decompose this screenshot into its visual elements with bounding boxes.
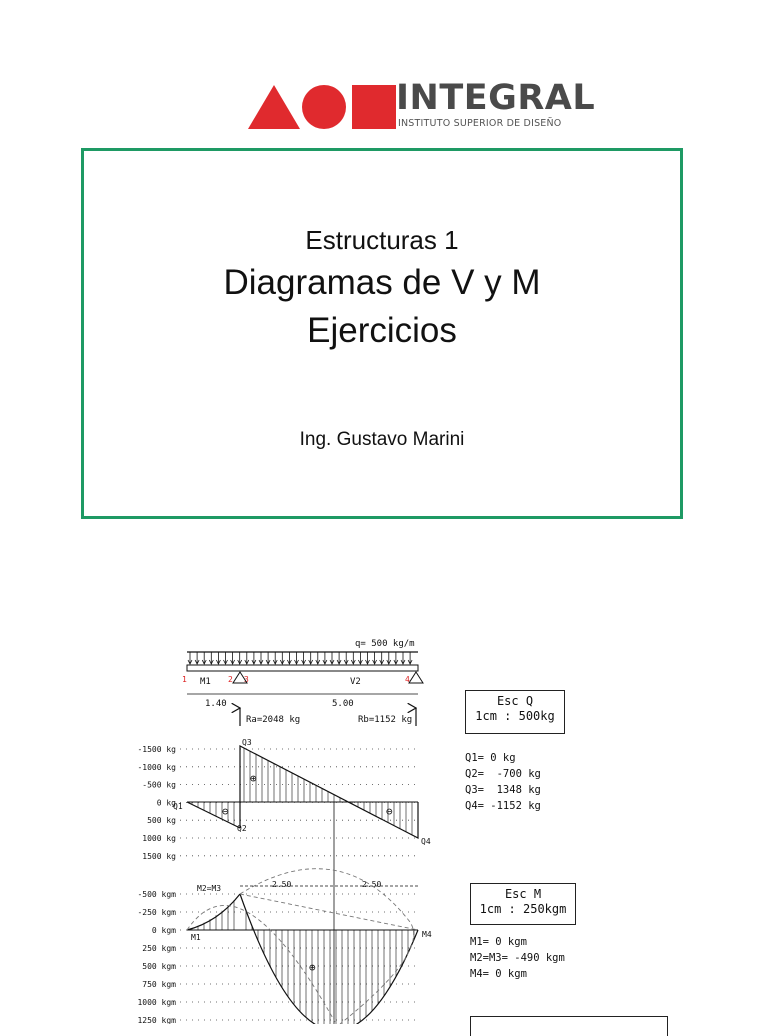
load-arrow: [209, 652, 213, 664]
logo-subtitle: INSTITUTO SUPERIOR DE DISEÑO: [398, 118, 562, 129]
shear-diagram: [137, 738, 430, 861]
dimension-1: 1.40: [205, 699, 227, 709]
load-arrow: [344, 652, 348, 664]
moment-gridlines: [180, 894, 418, 1020]
load-arrow: [380, 652, 384, 664]
page-title: Diagramas de V y M: [223, 263, 541, 302]
node-2-label: 2: [228, 675, 233, 684]
load-arrow: [195, 652, 199, 664]
axis-tick-label: 1250 kgm: [137, 1016, 176, 1024]
load-label: q= 500 kg/m: [355, 639, 415, 649]
moment-closing-line: [240, 894, 418, 930]
load-arrow: [202, 652, 206, 664]
dimension-2: 5.00: [332, 699, 354, 709]
axis-tick-label: 1000 kg: [142, 834, 176, 843]
scale-q-value: 1cm : 500kg: [475, 709, 555, 723]
moment-curve-cantilever: [187, 894, 240, 930]
scale-m-title: Esc M: [504, 887, 542, 901]
node-1-label: 1: [182, 675, 187, 684]
load-arrows: [188, 652, 412, 664]
segment-v2-label: V2: [350, 677, 361, 687]
reaction-b-label: Rb=1152 kg: [358, 715, 413, 725]
beam-diagram: [182, 639, 423, 726]
load-arrow: [287, 652, 291, 664]
axis-tick-label: -1500 kg: [137, 745, 176, 754]
axis-tick-label: -500 kgm: [137, 890, 176, 899]
axis-tick-label: 0 kgm: [151, 926, 176, 935]
moment-m4-label: M4: [422, 930, 432, 939]
load-arrow: [259, 652, 263, 664]
moment-curve-span: [240, 894, 418, 1024]
logo-triangle-icon: [248, 85, 300, 129]
shear-positive-sign: ⊕: [250, 772, 257, 785]
structural-diagram: [100, 632, 590, 1024]
load-arrow: [351, 652, 355, 664]
node-4-label: 4: [405, 675, 410, 684]
support-b-icon: [409, 672, 423, 683]
course-name: Estructuras 1: [305, 225, 459, 255]
axis-tick-label: 750 kgm: [142, 980, 176, 989]
moment-axis-labels: [137, 890, 176, 1024]
reaction-a-label: Ra=2048 kg: [246, 715, 301, 725]
load-arrow: [316, 652, 320, 664]
axis-tick-label: 500 kg: [147, 816, 176, 826]
load-arrow: [373, 652, 377, 664]
axis-tick-label: 250 kgm: [142, 944, 176, 953]
moment-values: M1= 0 kgm M2=M3= -490 kgm M4= 0 kgm: [470, 936, 565, 980]
axis-tick-label: 0 kg: [156, 798, 176, 808]
load-arrow: [188, 652, 192, 664]
integral-logo: [248, 78, 596, 132]
load-arrow: [252, 652, 256, 664]
load-arrow: [358, 652, 362, 664]
load-arrow: [231, 652, 235, 664]
logo-circle-icon: [302, 85, 346, 129]
scale-q-box: [465, 690, 565, 734]
load-arrow: [366, 652, 370, 664]
shear-axis-labels: [137, 745, 176, 861]
axis-tick-label: -500 kg: [142, 780, 176, 790]
node-3-label: 3: [244, 675, 249, 684]
title-box: [81, 148, 683, 519]
moment-diagram: [137, 869, 431, 1024]
segment-m1-label: M1: [200, 677, 211, 687]
axis-tick-label: 500 kgm: [142, 962, 176, 971]
load-arrow: [337, 652, 341, 664]
shear-negative-sign-2: ⊖: [386, 805, 393, 818]
moment-m23-label: M2=M3: [197, 884, 222, 893]
axis-tick-label: 1000 kgm: [137, 998, 176, 1007]
scale-m-box: [470, 883, 576, 925]
axis-tick-label: 1500 kg: [142, 851, 176, 861]
shear-hatching: [192, 748, 412, 835]
author-name: Ing. Gustavo Marini: [299, 429, 465, 450]
load-arrow: [408, 652, 412, 664]
load-arrow: [273, 652, 277, 664]
load-arrow: [302, 652, 306, 664]
axis-tick-label: -1000 kg: [137, 762, 176, 772]
load-arrow: [295, 652, 299, 664]
moment-positive-sign: ⊕: [309, 961, 316, 974]
shear-negative-sign-1: ⊖: [222, 805, 229, 818]
moment-hatching: [192, 900, 414, 1024]
shear-q1-label: Q1: [173, 802, 183, 811]
axis-tick-label: -250 kgm: [137, 908, 176, 917]
load-arrow: [266, 652, 270, 664]
moment-dim-1: 2.50: [272, 880, 292, 889]
logo-name: INTEGRAL: [396, 78, 596, 118]
load-arrow: [238, 652, 242, 664]
next-box: [470, 1016, 668, 1036]
load-arrow: [394, 652, 398, 664]
load-arrow: [216, 652, 220, 664]
shear-q3-label: Q3: [242, 738, 252, 747]
load-arrow: [401, 652, 405, 664]
load-arrow: [224, 652, 228, 664]
load-arrow: [387, 652, 391, 664]
moment-m1-label: M1: [191, 933, 201, 942]
scale-q-title: Esc Q: [496, 694, 534, 708]
page-subtitle: Ejercicios: [307, 311, 457, 350]
load-arrow: [280, 652, 284, 664]
load-arrow: [309, 652, 313, 664]
load-arrow: [330, 652, 334, 664]
shear-q2-label: Q2: [237, 824, 247, 833]
load-arrow: [245, 652, 249, 664]
logo-square-icon: [352, 85, 396, 129]
shear-curve: [187, 746, 418, 838]
scale-m-value: 1cm : 250kgm: [479, 902, 567, 916]
shear-values: Q1= 0 kg Q2= -700 kg Q3= 1348 kg Q4= -1152 kg: [465, 752, 541, 812]
beam: [187, 665, 418, 671]
moment-dim-2: 2.50: [362, 880, 382, 889]
shear-q4-label: Q4: [421, 837, 431, 846]
load-arrow: [323, 652, 327, 664]
moment-dashed-parabola-2: [240, 869, 414, 1024]
